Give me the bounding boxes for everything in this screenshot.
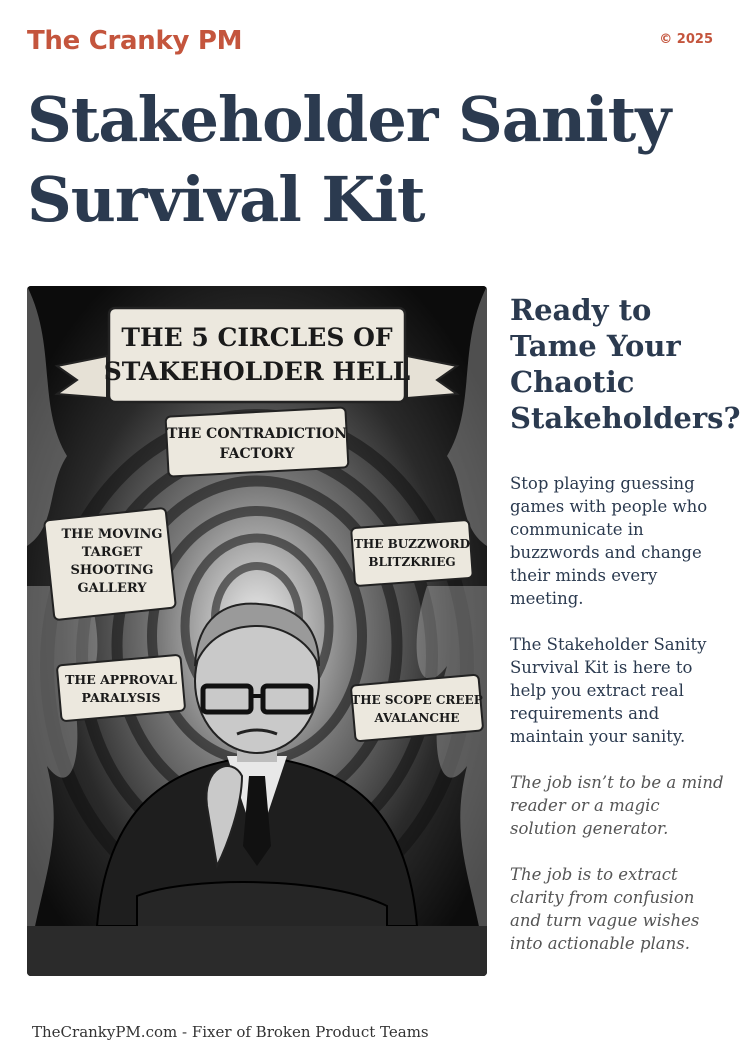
circle-3-line-1: THE BUZZWORD: [353, 537, 471, 551]
main-banner-line-1: THE 5 CIRCLES OF: [121, 323, 393, 352]
circle-banner-contradiction: [166, 407, 349, 476]
circle-1-line-2: FACTORY: [219, 446, 295, 462]
brand-name: The Cranky PM: [27, 26, 243, 56]
footer-text: TheCrankyPM.com - Fixer of Broken Product Teams: [32, 1023, 429, 1041]
circle-banner-buzzword: [351, 520, 473, 586]
sidebar-paragraph-2: The Stakeholder Sanity Survival Kit is here to help you extract real requirements and maintain your sanity.: [510, 635, 707, 746]
circle-banner-scope-creep: [351, 675, 483, 742]
circle-5-line-2: AVALANCHE: [374, 711, 460, 725]
circle-1-line-1: THE CONTRADICTION: [166, 426, 348, 442]
page-title: [27, 80, 727, 240]
main-banner-line-2: STAKEHOLDER HELL: [103, 357, 411, 386]
circle-2-line-1: THE MOVING: [61, 527, 163, 542]
circle-5-line-1: THE SCOPE CREEP: [351, 693, 483, 707]
stakeholder-hell-illustration: [27, 286, 487, 976]
circle-3-line-2: BLITZKRIEG: [368, 555, 456, 569]
sidebar: [510, 292, 740, 978]
desk: [27, 926, 487, 976]
main-banner: [57, 308, 457, 402]
sidebar-quote-2: The job is to extract clarity from confusion and turn vague wishes into actionable plans.: [510, 865, 700, 953]
sidebar-heading: Ready to Tame Your Chaotic Stakeholders?: [510, 293, 740, 435]
circle-2-line-3: SHOOTING: [70, 563, 154, 578]
circle-2-line-2: TARGET: [81, 545, 143, 560]
title-line-2: Survival Kit: [27, 163, 425, 236]
circle-2-line-4: GALLERY: [77, 581, 147, 596]
circle-banner-moving-target: [44, 508, 176, 620]
circle-4-line-1: THE APPROVAL: [65, 672, 177, 687]
sidebar-quote-1: The job isn’t to be a mind reader or a magic solution generator.: [510, 773, 724, 838]
copyright-notice: © 2025: [659, 32, 713, 47]
circle-4-line-2: PARALYSIS: [81, 690, 161, 705]
illustration-canvas: [27, 286, 487, 976]
circle-banner-approval: [57, 655, 185, 722]
title-line-1: Stakeholder Sanity: [27, 83, 671, 156]
sidebar-paragraph-1: Stop playing guessing games with people who communicate in buzzwords and change their minds every meeting.: [510, 474, 708, 608]
